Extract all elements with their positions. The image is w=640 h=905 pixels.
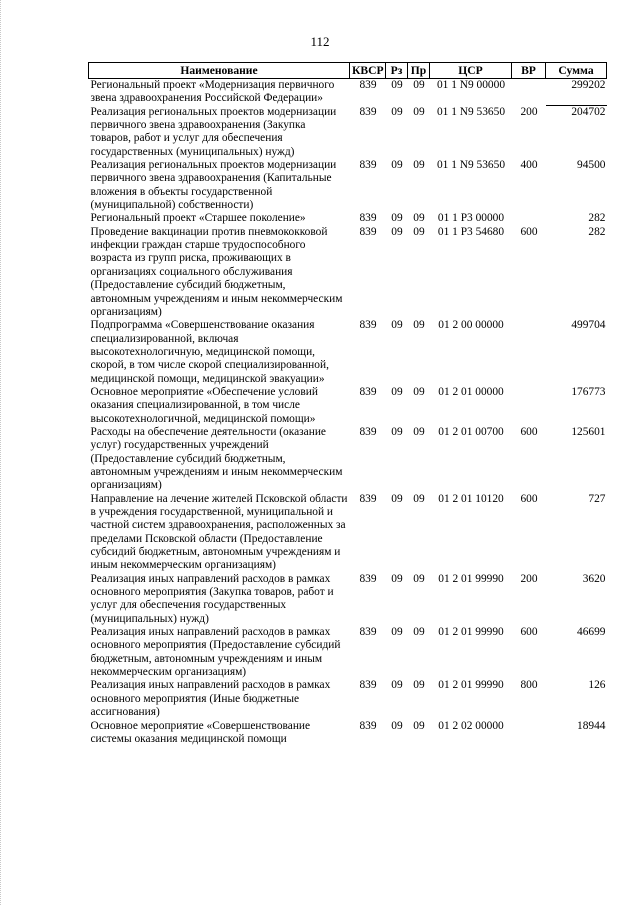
cell-kvsr: 839	[359, 79, 377, 91]
table-row	[89, 159, 607, 212]
table-row	[89, 79, 607, 106]
table-row	[89, 226, 607, 319]
cell-csr: 01 2 01 99990	[438, 679, 504, 692]
cell-pr: 09	[413, 212, 425, 225]
header-name: Наименование	[89, 63, 350, 79]
cell-rz: 09	[391, 79, 403, 91]
cell-vr: 600	[520, 425, 538, 438]
page-number: 112	[310, 34, 330, 49]
table-row	[89, 106, 607, 159]
cell-sum: 46699	[577, 626, 606, 639]
cell-name: Региональный проект «Модернизация первичного звена здравоохранения Российской Федерации»	[90, 79, 335, 105]
cell-rz: 09	[391, 719, 403, 732]
cell-sum: 125601	[571, 425, 606, 438]
cell-vr: 200	[520, 572, 538, 585]
table-row	[89, 426, 607, 493]
header-vr: ВР	[512, 63, 546, 79]
header-sum: Сумма	[546, 63, 607, 79]
header-pr: Пр	[408, 63, 430, 79]
cell-rz: 09	[391, 212, 403, 225]
header-row	[89, 63, 607, 79]
cell-sum: 176773	[571, 385, 606, 398]
scan-edge	[0, 0, 5, 905]
cell-pr: 09	[413, 492, 425, 505]
cell-name: Расходы на обеспечение деятельности (оказание услуг) государственных учреждений (Предоставление субсидий бюджетным, автономным учреждениям и иным некоммерческим организациям)	[90, 425, 343, 492]
cell-vr	[512, 319, 546, 386]
cell-name: Основное мероприятие «Совершенствование системы оказания медицинской помощи	[90, 719, 311, 745]
cell-name: Проведение вакцинации против пневмококковой инфекции граждан старше трудоспособного возраста из групп риска, проживающих в организациях социального обслуживания (Предоставление субсидий бюджетным, автономным учреждениям и иным некоммерческим организациям)	[90, 225, 343, 318]
cell-rz: 09	[391, 105, 403, 118]
cell-name: Реализация иных направлений расходов в рамках основного мероприятия (Предоставление субсидий бюджетным, автономным учреждениям и иным некоммерческим организациям)	[90, 626, 341, 679]
cell-rz: 09	[391, 572, 403, 585]
table-row	[89, 212, 607, 225]
cell-sum: 126	[588, 679, 606, 692]
cell-vr: 200	[520, 105, 538, 118]
cell-kvsr: 839	[359, 319, 377, 332]
cell-vr: 400	[520, 159, 538, 172]
table-row	[89, 720, 607, 747]
cell-vr	[512, 79, 546, 106]
budget-table	[88, 62, 607, 746]
cell-name: Реализация иных направлений расходов в рамках основного мероприятия (Закупка товаров, работ и услуг для обеспечения государственных (муниципальных) нужд)	[90, 572, 334, 625]
cell-vr	[512, 386, 546, 426]
cell-name: Реализация иных направлений расходов в рамках основного мероприятия (Иные бюджетные ассигнования)	[90, 679, 331, 719]
cell-pr: 09	[413, 105, 425, 118]
cell-rz: 09	[391, 159, 403, 172]
cell-csr: 01 2 01 10120	[438, 492, 504, 505]
cell-sum: 18944	[577, 719, 606, 732]
cell-vr	[512, 720, 546, 747]
cell-pr: 09	[413, 159, 425, 172]
table-row	[89, 626, 607, 679]
cell-pr: 09	[413, 225, 425, 238]
cell-csr: 01 2 01 99990	[438, 572, 504, 585]
cell-pr: 09	[413, 385, 425, 398]
cell-kvsr: 839	[359, 105, 377, 118]
cell-vr: 600	[520, 492, 538, 505]
cell-pr: 09	[413, 626, 425, 639]
cell-pr: 09	[413, 425, 425, 438]
cell-sum: 94500	[577, 159, 606, 172]
cell-name: Направление на лечение жителей Псковской области в учреждения государственной, муниципальной и частной систем здравоохранения, расположенных за пределами Псковской области (Предоставление субсидий бюджетным, автономным учреждениям и иным некоммерческим организациям)	[90, 492, 348, 572]
cell-kvsr: 839	[359, 159, 377, 172]
table-header	[89, 63, 607, 79]
cell-rz: 09	[391, 492, 403, 505]
header-csr: ЦСР	[430, 63, 512, 79]
cell-rz: 09	[391, 626, 403, 639]
cell-csr: 01 1 N9 53650	[436, 159, 506, 172]
cell-vr	[512, 212, 546, 225]
cell-sum: 204702	[571, 106, 606, 119]
cell-vr: 600	[520, 626, 538, 639]
table-body	[89, 79, 607, 747]
cell-sum: 727	[588, 492, 606, 505]
table-row	[89, 573, 607, 626]
cell-kvsr: 839	[359, 212, 377, 225]
cell-csr: 01 2 01 00700	[438, 425, 504, 438]
cell-pr: 09	[413, 719, 425, 732]
cell-name: Реализация региональных проектов модернизации первичного звена здравоохранения (Капитальные вложения в объекты государственной (муниципальной) собственности)	[90, 159, 337, 212]
cell-csr: 01 2 00 00000	[438, 319, 504, 332]
header-rz: Рз	[386, 63, 408, 79]
cell-rz: 09	[391, 225, 403, 238]
cell-kvsr: 839	[359, 626, 377, 639]
cell-csr: 01 2 01 00000	[438, 385, 504, 398]
cell-kvsr: 839	[359, 572, 377, 585]
table-row	[89, 679, 607, 719]
cell-rz: 09	[391, 679, 403, 692]
cell-kvsr: 839	[359, 425, 377, 438]
cell-pr: 09	[413, 679, 425, 692]
cell-sum: 499704	[571, 319, 606, 332]
cell-csr: 01 1 P3 00000	[437, 212, 505, 225]
cell-name: Реализация региональных проектов модернизации первичного звена здравоохранения (Закупка товаров, работ и услуг для обеспечения государственных (муниципальных) нужд)	[90, 105, 337, 158]
cell-name: Региональный проект «Старшее поколение»	[90, 212, 306, 225]
cell-csr: 01 1 N9 00000	[436, 79, 506, 91]
table-row	[89, 493, 607, 573]
table-row	[89, 319, 607, 386]
cell-sum: 282	[588, 212, 606, 225]
cell-csr: 01 1 P3 54680	[437, 225, 505, 238]
cell-rz: 09	[391, 385, 403, 398]
cell-sum: 282	[588, 225, 606, 238]
cell-pr: 09	[413, 319, 425, 332]
header-kvsr: КВСР	[350, 63, 386, 79]
cell-vr: 800	[520, 679, 538, 692]
cell-kvsr: 839	[359, 492, 377, 505]
cell-pr: 09	[413, 572, 425, 585]
cell-vr: 600	[520, 225, 538, 238]
cell-csr: 01 1 N9 53650	[436, 105, 506, 118]
cell-sum: 299202	[546, 79, 607, 106]
cell-rz: 09	[391, 319, 403, 332]
cell-csr: 01 2 02 00000	[438, 719, 504, 732]
cell-pr: 09	[413, 79, 425, 91]
cell-name: Подпрограмма «Совершенствование оказания специализированной, включая высокотехнологичную, медицинской помощи, скорой, в том числе скорой специализированной, медицинской помощи, медицинской эвакуации»	[90, 319, 329, 385]
cell-rz: 09	[391, 425, 403, 438]
cell-csr: 01 2 01 99990	[438, 626, 504, 639]
cell-kvsr: 839	[359, 679, 377, 692]
cell-sum: 3620	[582, 572, 606, 585]
cell-name: Основное мероприятие «Обеспечение условий оказания специализированной, в том числе высокотехнологичной, медицинской помощи»	[90, 385, 318, 425]
cell-kvsr: 839	[359, 225, 377, 238]
table-row	[89, 386, 607, 426]
cell-kvsr: 839	[359, 719, 377, 732]
budget-table-container	[88, 62, 606, 746]
cell-kvsr: 839	[359, 385, 377, 398]
